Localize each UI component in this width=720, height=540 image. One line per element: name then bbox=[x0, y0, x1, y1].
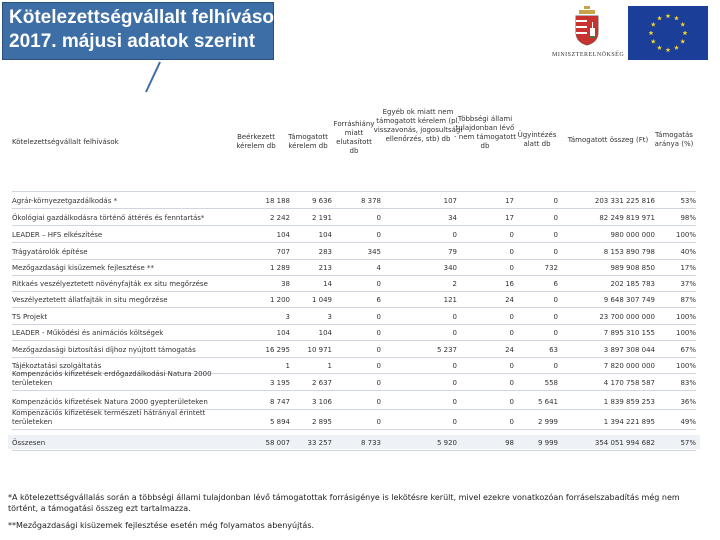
cell-supported: 2 637 bbox=[311, 379, 332, 387]
column-header-state-land: Többségi állami tulajdonban lévő - nem támogatott db bbox=[454, 115, 516, 150]
row-separator bbox=[12, 390, 696, 391]
cell-pending: 0 bbox=[553, 329, 558, 337]
cell-ratio: 100% bbox=[675, 329, 696, 337]
cell-rejected-funds: 0 bbox=[376, 329, 381, 337]
cell-state-land: 98 bbox=[505, 439, 514, 447]
cell-amount: 354 051 994 682 bbox=[594, 439, 655, 447]
row-separator bbox=[12, 340, 696, 341]
cell-supported: 283 bbox=[318, 248, 332, 256]
cell-submitted: 16 295 bbox=[265, 346, 290, 354]
cell-state-land: 0 bbox=[509, 362, 514, 370]
column-header-amount: Támogatott összeg (Ft) bbox=[567, 136, 649, 144]
eu-flag-icon bbox=[628, 6, 708, 60]
row-separator bbox=[12, 275, 696, 276]
total-label: Összesen bbox=[12, 439, 46, 447]
header-separator bbox=[12, 191, 696, 192]
cell-submitted: 104 bbox=[276, 231, 290, 239]
row-label: TS Projekt bbox=[12, 313, 48, 321]
row-separator bbox=[12, 208, 696, 209]
cell-rejected-funds: 0 bbox=[376, 231, 381, 239]
cell-amount: 3 897 308 044 bbox=[603, 346, 655, 354]
row-separator bbox=[12, 242, 696, 243]
cell-submitted: 3 bbox=[285, 313, 290, 321]
cell-submitted: 5 894 bbox=[269, 418, 290, 426]
cell-pending: 0 bbox=[553, 362, 558, 370]
row-label: Agrár-környezetgazdálkodás * bbox=[12, 197, 118, 205]
column-header-pending: Ügyintézés alatt db bbox=[517, 131, 557, 148]
cell-amount: 989 908 850 bbox=[610, 264, 655, 272]
cell-other-unsupported: 0 bbox=[452, 329, 457, 337]
cell-ratio: 98% bbox=[680, 214, 696, 222]
row-separator bbox=[12, 307, 696, 308]
cell-ratio: 87% bbox=[680, 296, 696, 304]
cell-other-unsupported: 0 bbox=[452, 362, 457, 370]
column-header-supported: Támogatott kérelem db bbox=[288, 133, 328, 150]
cell-other-unsupported: 0 bbox=[452, 313, 457, 321]
cell-rejected-funds: 0 bbox=[376, 398, 381, 406]
row-label: Tájékoztatási szolgáltatás bbox=[12, 362, 102, 370]
cell-supported: 3 bbox=[327, 313, 332, 321]
cell-amount: 203 331 225 816 bbox=[594, 197, 655, 205]
cell-state-land: 0 bbox=[509, 248, 514, 256]
cell-ratio: 83% bbox=[680, 379, 696, 387]
cell-pending: 63 bbox=[549, 346, 558, 354]
row-separator bbox=[12, 225, 696, 226]
cell-other-unsupported: 0 bbox=[452, 398, 457, 406]
cell-supported: 213 bbox=[318, 264, 332, 272]
cell-state-land: 24 bbox=[505, 346, 514, 354]
cell-supported: 14 bbox=[323, 280, 332, 288]
cell-rejected-funds: 0 bbox=[376, 362, 381, 370]
column-header-label: Kötelezettségvállalt felhívások bbox=[12, 138, 119, 146]
row-label: Kompenzációs kifizetések erdőgazdálkodási Natura 2000 területeken bbox=[12, 370, 212, 387]
cell-other-unsupported: 79 bbox=[448, 248, 457, 256]
cell-pending: 2 999 bbox=[537, 418, 558, 426]
footnotes bbox=[8, 492, 708, 531]
cell-pending: 0 bbox=[553, 231, 558, 239]
cell-submitted: 58 007 bbox=[265, 439, 290, 447]
cell-amount: 8 153 890 798 bbox=[603, 248, 655, 256]
cell-rejected-funds: 8 733 bbox=[360, 439, 381, 447]
row-label: LEADER - Működési és animációs költségek bbox=[12, 329, 164, 337]
cell-other-unsupported: 107 bbox=[443, 197, 457, 205]
accent-line bbox=[0, 0, 200, 100]
cell-submitted: 1 200 bbox=[269, 296, 290, 304]
cell-ratio: 100% bbox=[675, 231, 696, 239]
cell-pending: 6 bbox=[553, 280, 558, 288]
cell-rejected-funds: 0 bbox=[376, 214, 381, 222]
footnote-1: *A kötelezettségvállalás során a többségi állami tulajdonban lévő támogatottak forrásigénye is lekötésre került, mivel ezekre vonatkozóan forráselszabadítás még nem történt, a támogatási összeg ezt tartalmazza. bbox=[8, 493, 680, 513]
column-header-rejected-funds: Forráshiány miatt elutasított db bbox=[333, 120, 375, 155]
row-label: Kompenzációs kifizetések Natura 2000 gyepterületeken bbox=[12, 398, 208, 406]
row-separator bbox=[12, 357, 696, 358]
cell-submitted: 3 195 bbox=[269, 379, 290, 387]
row-label: Mezőgazdasági kisüzemek fejlesztése ** bbox=[12, 264, 154, 272]
row-label: Kompenzációs kifizetések természeti hátrányal érintett területeken bbox=[12, 409, 206, 426]
cell-ratio: 49% bbox=[680, 418, 696, 426]
cell-other-unsupported: 5 237 bbox=[436, 346, 457, 354]
title-line-1: Kötelezettségvállalt felhívások bbox=[9, 7, 285, 28]
cell-supported: 10 971 bbox=[307, 346, 332, 354]
row-label: Veszélyeztetett állatfajták in situ megőrzése bbox=[12, 296, 168, 304]
cell-supported: 9 636 bbox=[311, 197, 332, 205]
cell-state-land: 0 bbox=[509, 379, 514, 387]
cell-supported: 3 106 bbox=[311, 398, 332, 406]
cell-state-land: 16 bbox=[505, 280, 514, 288]
cell-submitted: 104 bbox=[276, 329, 290, 337]
row-separator bbox=[12, 324, 696, 325]
cell-ratio: 100% bbox=[675, 313, 696, 321]
cell-supported: 1 049 bbox=[311, 296, 332, 304]
ministry-name: MINISZTERELNÖKSÉG bbox=[552, 52, 625, 58]
ministry-logo bbox=[552, 6, 625, 62]
row-label: Ökológiai gazdálkodásra történő áttérés és fenntartás* bbox=[12, 214, 205, 222]
cell-other-unsupported: 2 bbox=[452, 280, 457, 288]
cell-amount: 7 895 310 155 bbox=[603, 329, 655, 337]
cell-rejected-funds: 0 bbox=[376, 418, 381, 426]
column-header-other-unsupported: Egyéb ok miatt nem támogatott kérelem (pl. visszavonás, jogosultsági ellenőrzés, stb) db bbox=[373, 108, 463, 143]
row-label: Trágyatárolók építése bbox=[12, 248, 88, 256]
cell-submitted: 8 747 bbox=[269, 398, 290, 406]
cell-supported: 2 895 bbox=[311, 418, 332, 426]
column-header-submitted: Beérkezett kérelem db bbox=[236, 133, 276, 150]
cell-submitted: 18 188 bbox=[265, 197, 290, 205]
cell-rejected-funds: 4 bbox=[376, 264, 381, 272]
cell-submitted: 1 bbox=[285, 362, 290, 370]
cell-amount: 202 185 783 bbox=[610, 280, 655, 288]
cell-amount: 7 820 000 000 bbox=[603, 362, 655, 370]
cell-rejected-funds: 0 bbox=[376, 313, 381, 321]
cell-supported: 104 bbox=[318, 329, 332, 337]
cell-submitted: 38 bbox=[281, 280, 290, 288]
cell-rejected-funds: 6 bbox=[376, 296, 381, 304]
cell-other-unsupported: 340 bbox=[443, 264, 457, 272]
cell-ratio: 40% bbox=[680, 248, 696, 256]
cell-amount: 23 700 000 000 bbox=[599, 313, 655, 321]
row-separator bbox=[12, 291, 696, 292]
cell-submitted: 1 289 bbox=[269, 264, 290, 272]
row-label: Ritkaés veszélyeztetett növényfajták ex situ megőrzése bbox=[12, 280, 208, 288]
cell-pending: 0 bbox=[553, 197, 558, 205]
cell-state-land: 0 bbox=[509, 313, 514, 321]
cell-pending: 0 bbox=[553, 296, 558, 304]
cell-rejected-funds: 8 378 bbox=[360, 197, 381, 205]
cell-ratio: 57% bbox=[680, 439, 696, 447]
cell-supported: 2 191 bbox=[311, 214, 332, 222]
cell-ratio: 36% bbox=[680, 398, 696, 406]
footnote-2: **Mezőgazdasági kisüzemek fejlesztése esetén még folyamatos abenyújtás. bbox=[8, 521, 315, 530]
row-separator bbox=[12, 259, 696, 260]
cell-rejected-funds: 0 bbox=[376, 346, 381, 354]
cell-state-land: 0 bbox=[509, 231, 514, 239]
cell-ratio: 17% bbox=[680, 264, 696, 272]
cell-pending: 5 641 bbox=[537, 398, 558, 406]
coat-of-arms-icon bbox=[570, 6, 604, 46]
cell-other-unsupported: 0 bbox=[452, 231, 457, 239]
cell-amount: 9 648 307 749 bbox=[603, 296, 655, 304]
cell-submitted: 2 242 bbox=[269, 214, 290, 222]
cell-state-land: 0 bbox=[509, 418, 514, 426]
row-separator bbox=[12, 429, 696, 430]
cell-supported: 33 257 bbox=[307, 439, 332, 447]
cell-pending: 0 bbox=[553, 248, 558, 256]
cell-state-land: 0 bbox=[509, 329, 514, 337]
cell-ratio: 100% bbox=[675, 362, 696, 370]
column-header-ratio: Támogatás aránya (%) bbox=[654, 131, 694, 148]
cell-state-land: 17 bbox=[505, 214, 514, 222]
cell-rejected-funds: 0 bbox=[376, 379, 381, 387]
row-label: LEADER – HFS elkészítése bbox=[12, 231, 103, 239]
cell-ratio: 37% bbox=[680, 280, 696, 288]
cell-supported: 1 bbox=[327, 362, 332, 370]
cell-submitted: 707 bbox=[276, 248, 290, 256]
cell-other-unsupported: 0 bbox=[452, 418, 457, 426]
cell-supported: 104 bbox=[318, 231, 332, 239]
cell-amount: 1 394 221 895 bbox=[603, 418, 655, 426]
cell-state-land: 0 bbox=[509, 264, 514, 272]
cell-pending: 558 bbox=[544, 379, 558, 387]
cell-other-unsupported: 5 920 bbox=[436, 439, 457, 447]
row-label: Mezőgazdasági biztosítási díjhoz nyújtott támogatás bbox=[12, 346, 196, 354]
cell-state-land: 17 bbox=[505, 197, 514, 205]
cell-rejected-funds: 345 bbox=[367, 248, 381, 256]
cell-amount: 82 249 819 971 bbox=[599, 214, 655, 222]
cell-other-unsupported: 34 bbox=[448, 214, 457, 222]
cell-other-unsupported: 0 bbox=[452, 379, 457, 387]
cell-rejected-funds: 0 bbox=[376, 280, 381, 288]
cell-amount: 4 170 758 587 bbox=[603, 379, 655, 387]
cell-state-land: 24 bbox=[505, 296, 514, 304]
cell-amount: 980 000 000 bbox=[610, 231, 655, 239]
cell-pending: 0 bbox=[553, 313, 558, 321]
cell-amount: 1 839 859 253 bbox=[603, 398, 655, 406]
title-line-2: 2017. májusi adatok szerint bbox=[9, 31, 256, 52]
cell-ratio: 67% bbox=[680, 346, 696, 354]
cell-pending: 9 999 bbox=[537, 439, 558, 447]
cell-state-land: 0 bbox=[509, 398, 514, 406]
cell-pending: 0 bbox=[553, 214, 558, 222]
cell-other-unsupported: 121 bbox=[443, 296, 457, 304]
row-separator bbox=[12, 450, 696, 451]
cell-ratio: 53% bbox=[680, 197, 696, 205]
cell-pending: 732 bbox=[544, 264, 558, 272]
